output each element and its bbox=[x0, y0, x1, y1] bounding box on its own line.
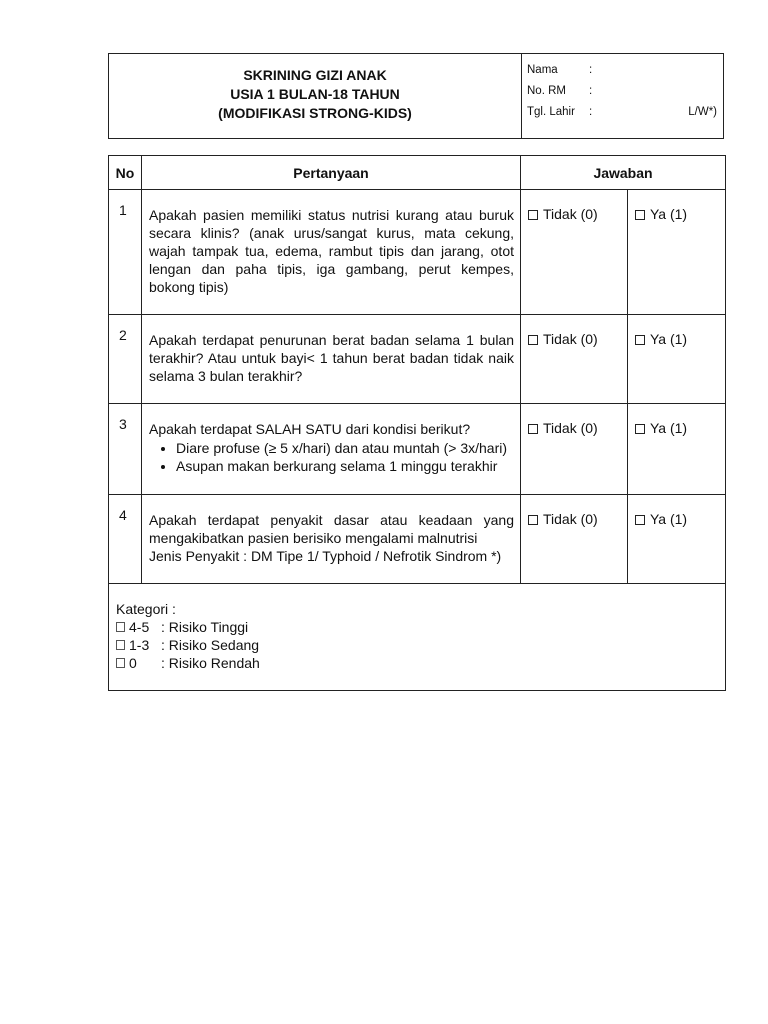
question-number: 4 bbox=[109, 495, 142, 584]
field-label: Tgl. Lahir bbox=[527, 106, 575, 118]
col-no-header: No bbox=[109, 156, 142, 190]
answer-label: Ya (1) bbox=[650, 206, 688, 222]
question-number: 2 bbox=[109, 315, 142, 404]
answer-ya[interactable] bbox=[628, 315, 726, 404]
question-number: 3 bbox=[109, 404, 142, 495]
field-tgl-lahir bbox=[527, 106, 717, 127]
field-nama bbox=[527, 64, 717, 85]
list-item: • Diare profuse (≥ 5 x/hari) dan atau muntah (> 3x/hari) bbox=[176, 439, 514, 457]
title-line-2: USIA 1 BULAN-18 TAHUN bbox=[230, 86, 400, 102]
answer-label: Tidak (0) bbox=[543, 206, 598, 222]
kategori-item-sedang[interactable] bbox=[116, 636, 725, 654]
answer-ya[interactable] bbox=[628, 495, 726, 584]
kategori-label: : Risiko Rendah bbox=[161, 655, 260, 671]
answer-label: Tidak (0) bbox=[543, 331, 598, 347]
title-line-3: (MODIFIKASI STRONG-KIDS) bbox=[218, 105, 412, 121]
kategori-item-rendah[interactable] bbox=[116, 654, 725, 672]
checkbox-icon[interactable] bbox=[635, 515, 645, 525]
form-title bbox=[109, 54, 522, 138]
form-header bbox=[108, 53, 724, 139]
checkbox-icon[interactable] bbox=[635, 210, 645, 220]
checkbox-icon[interactable] bbox=[116, 640, 125, 650]
table-header-row bbox=[109, 156, 726, 190]
kategori-range: 0 bbox=[129, 655, 137, 671]
checkbox-icon[interactable] bbox=[116, 658, 125, 668]
disease-types: Jenis Penyakit : DM Tipe 1/ Typhoid / Nefrotik Sindrom *) bbox=[149, 548, 502, 564]
question-text: Apakah pasien memiliki status nutrisi kurang atau buruk secara klinis? (anak urus/sangat kurus, mata cekung, wajah tampak tua, edema, rambut tipis dan jarang, otot lengan dan paha tipis, iga gambang, perut kempes, bokong tipis) bbox=[142, 190, 521, 315]
table-row bbox=[109, 315, 726, 404]
answer-ya[interactable] bbox=[628, 190, 726, 315]
title-line-1: SKRINING GIZI ANAK bbox=[243, 67, 387, 83]
answer-label: Ya (1) bbox=[650, 331, 688, 347]
answer-label: Ya (1) bbox=[650, 511, 688, 527]
question-text: Apakah terdapat penyakit dasar atau keadaan yang mengakibatkan pasien berisiko mengalami malnutrisi bbox=[149, 512, 514, 546]
kategori-range: 4-5 bbox=[129, 619, 150, 635]
checkbox-icon[interactable] bbox=[635, 335, 645, 345]
answer-tidak[interactable] bbox=[521, 190, 628, 315]
answer-tidak[interactable] bbox=[521, 315, 628, 404]
answer-label: Tidak (0) bbox=[543, 420, 598, 436]
checkbox-icon[interactable] bbox=[635, 424, 645, 434]
answer-tidak[interactable] bbox=[521, 495, 628, 584]
checkbox-icon[interactable] bbox=[116, 622, 125, 632]
answer-label: Tidak (0) bbox=[543, 511, 598, 527]
patient-identity bbox=[527, 64, 717, 127]
question-text: Apakah terdapat SALAH SATU dari kondisi berikut? bbox=[149, 421, 471, 437]
table-row bbox=[109, 190, 726, 315]
question-text: Apakah terdapat penurunan berat badan selama 1 bulan terakhir? Atau untuk bayi< 1 tahun berat badan tidak naik selama 3 bulan terakhir? bbox=[142, 315, 521, 404]
kategori-label: : Risiko Tinggi bbox=[161, 619, 249, 635]
answer-tidak[interactable] bbox=[521, 404, 628, 495]
kategori-item-tinggi[interactable] bbox=[116, 618, 725, 636]
field-label: Nama bbox=[527, 64, 558, 76]
screening-table bbox=[108, 155, 726, 691]
kategori-label: : Risiko Sedang bbox=[161, 637, 260, 653]
kategori-section bbox=[109, 584, 726, 691]
kategori-range: 1-3 bbox=[129, 637, 150, 653]
sex-field: L/W*) bbox=[688, 106, 717, 118]
field-colon: : bbox=[589, 85, 593, 97]
checkbox-icon[interactable] bbox=[528, 515, 538, 525]
col-answer-header: Jawaban bbox=[521, 156, 726, 190]
checkbox-icon[interactable] bbox=[528, 335, 538, 345]
question-cell bbox=[142, 495, 521, 584]
table-row bbox=[109, 404, 726, 495]
answer-label: Ya (1) bbox=[650, 420, 688, 436]
field-no-rm bbox=[527, 85, 717, 106]
table-row bbox=[109, 495, 726, 584]
question-number: 1 bbox=[109, 190, 142, 315]
checkbox-icon[interactable] bbox=[528, 424, 538, 434]
list-item: • Asupan makan berkurang selama 1 minggu terakhir bbox=[176, 457, 514, 475]
field-colon: : bbox=[589, 106, 593, 118]
condition-list bbox=[149, 439, 514, 475]
kategori-title: Kategori : bbox=[116, 601, 176, 617]
checkbox-icon[interactable] bbox=[528, 210, 538, 220]
col-question-header: Pertanyaan bbox=[142, 156, 521, 190]
answer-ya[interactable] bbox=[628, 404, 726, 495]
question-cell bbox=[142, 404, 521, 495]
field-label: No. RM bbox=[527, 85, 566, 97]
kategori-row bbox=[109, 584, 726, 691]
field-colon: : bbox=[589, 64, 593, 76]
